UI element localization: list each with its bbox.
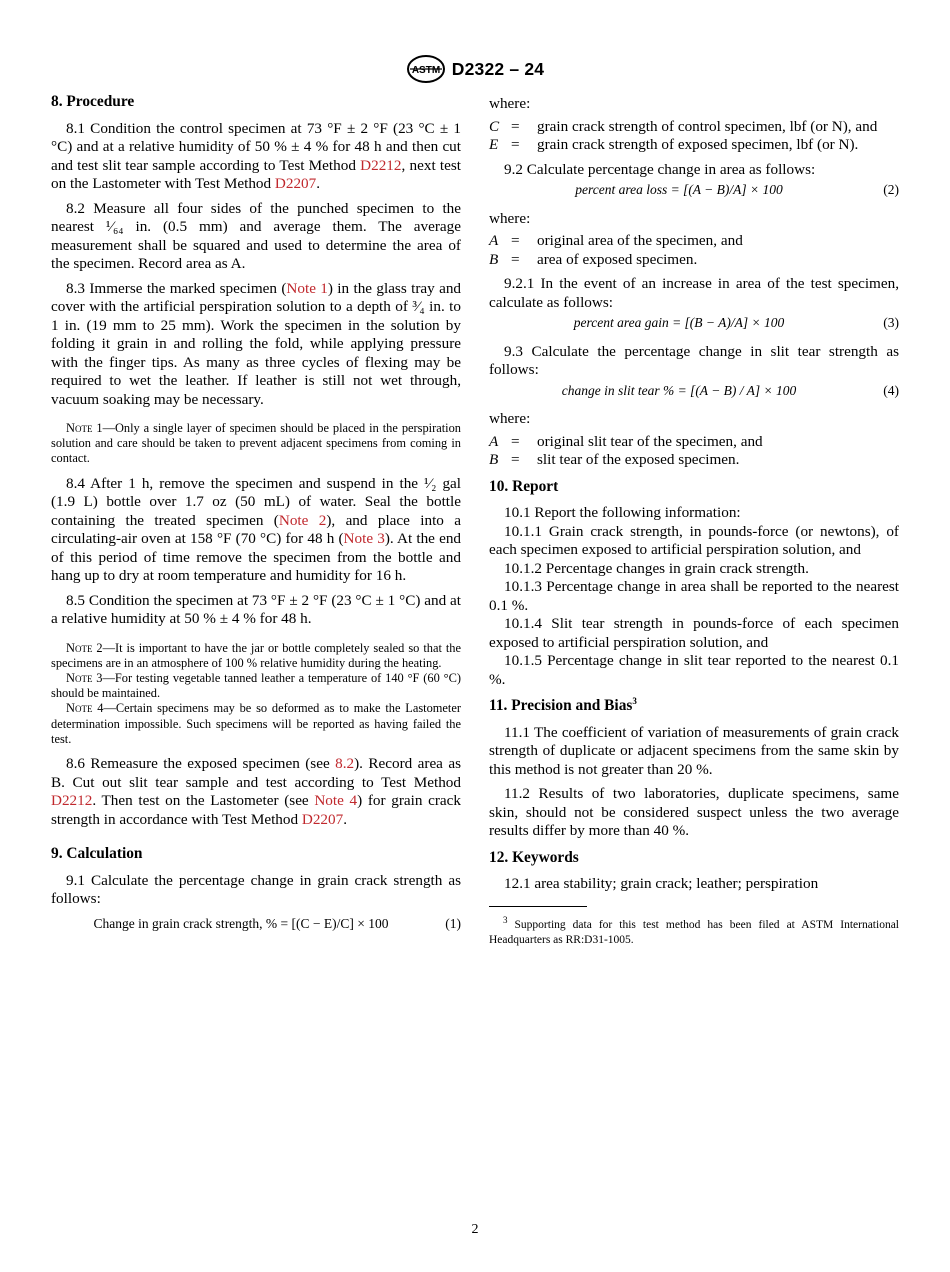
definition-row: B = area of exposed specimen.	[489, 250, 698, 268]
equation-1	[51, 915, 461, 934]
para-11-1: 11.1 The coefficient of variation of measurements of grain crack strength of duplicate or adjacent specimens from the same skin by this method is not greater than 20 %.	[489, 723, 899, 778]
equation-1-formula: Change in grain crack strength, % = [(C − E)/C] × 100	[93, 915, 389, 931]
note-4: Note 4—Certain specimens may be so deformed as to make the Lastometer determination impossible. Such specimens will be reported as having failed the test.	[51, 701, 461, 746]
footnote-ref: 3	[632, 695, 637, 706]
equation-2-formula: percent area loss = [(A − B)/A] × 100	[575, 182, 783, 197]
para-9-2-1: 9.2.1 In the event of an increase in area of the test specimen, calculate as follows:	[489, 275, 899, 311]
link-d2207[interactable]: D2207	[274, 175, 317, 192]
link-d2212-b[interactable]: D2212	[51, 792, 93, 810]
para-8-1: 8.1 Condition the control specimen at 73 °F ± 2 °F (23 °C ± 1 °C) and at a relative humidity of 50 % ± 4 % for 48 h and then cut and test slit tear sample according to Test Method D2212, next test on the Lastometer with Test Method D2207.	[51, 119, 461, 192]
link-d2207-b[interactable]: D2207	[301, 810, 344, 828]
note-2: Note 2—It is important to have the jar or bottle completely sealed so that the specimens are in an atmosphere of 100 % relative humidity during the heating.	[51, 640, 461, 670]
logo-text: ASTM	[411, 65, 440, 76]
equation-4-number: (4)	[883, 382, 899, 398]
page-number: 2	[471, 1222, 479, 1237]
document-code: D2322 – 24	[451, 58, 545, 79]
definition-row: B = slit tear of the exposed specimen.	[489, 451, 740, 468]
report-item: 10.1.5 Percentage change in slit tear reported to the nearest 0.1 %.	[489, 652, 899, 688]
where-label-3: where:	[489, 410, 531, 427]
note-1: Note 1—Only a single layer of specimen should be placed in the perspiration solution and care should be taken to prevent adjacent specimens from coming in contact.	[51, 421, 461, 466]
where-label-2: where:	[489, 209, 531, 227]
report-item: 10.1.2 Percentage changes in grain crack strength.	[504, 559, 809, 577]
link-note-4[interactable]: Note 4	[314, 792, 358, 810]
equation-4	[489, 382, 899, 401]
equation-3-number: (3)	[883, 315, 899, 330]
para-12-1: 12.1 area stability; grain crack; leather; perspiration	[504, 875, 819, 892]
report-item: 10.1.4 Slit tear strength in pounds-force of each specimen exposed to artificial perspiration solution, and	[489, 615, 899, 651]
report-item: 10.1 Report the following information:	[504, 504, 741, 521]
link-note-1[interactable]: Note 1	[286, 279, 328, 297]
link-note-3[interactable]: Note 3	[343, 530, 385, 548]
para-9-3: 9.3 Calculate the percentage change in slit tear strength as follows:	[489, 342, 899, 378]
equation-1-number: (1)	[445, 915, 461, 931]
section-10-title: 10. Report	[489, 477, 559, 495]
footnote-divider	[489, 906, 587, 907]
para-11-2: 11.2 Results of two laboratories, duplicate specimens, same skin, should not be considered suspect unless the two average results differ by more than 40 %.	[489, 785, 899, 839]
section-12-title: 12. Keywords	[489, 848, 579, 866]
equation-3	[489, 314, 899, 333]
definitions-3	[489, 433, 899, 470]
para-8-6: 8.6 Remeasure the exposed specimen (see 8.2). Record area as B. Cut out slit tear sample and test according to Test Method D2212. Then test on the Lastometer (see Note 4) for grain crack strength in accordance with Test Method D2207.	[51, 755, 461, 828]
note-3: Note 3—For testing vegetable tanned leather a temperature of 140 °F (60 °C) should be maintained.	[51, 671, 461, 701]
section-11-title: 11. Precision and Bias$^3$	[489, 695, 637, 714]
definition-row: C = grain crack strength of control specimen, lbf (or N), and	[489, 117, 878, 135]
definition-row: A = original slit tear of the specimen, and	[489, 432, 763, 450]
equation-2-number: (2)	[883, 182, 899, 197]
definition-row: E = grain crack strength of exposed specimen, lbf (or N).	[489, 136, 859, 153]
para-9-1: 9.1 Calculate the percentage change in grain crack strength as follows:	[51, 871, 461, 908]
para-8-4: 8.4 After 1 h, remove the specimen and suspend in the ¹⁄₂ gal (1.9 L) bottle over 1.7 oz (50 mL) of water. Seal the bottle containing the treated specimen (Note 2), and place into a circulating-air oven at 158 °F (70 °C) for 48 h (Note 3). At the end of this period of time remove the specimen from the bottle and hang up to dry at room temperature and humidity for 16 h.	[51, 474, 462, 585]
where-label-1: where:	[489, 95, 531, 112]
equation-4-formula: change in slit tear % = [(A − B) / A] × 100	[561, 382, 797, 398]
link-note-2[interactable]: Note 2	[278, 511, 327, 529]
right-column	[489, 93, 899, 959]
section-8-title: 8. Procedure	[51, 93, 135, 110]
astm-logo-icon	[406, 54, 446, 84]
report-item: 10.1.1 Grain crack strength, in pounds-force (or newtons), of each specimen exposed to artificial perspiration solution, and	[489, 522, 899, 558]
page-header	[0, 54, 950, 84]
definitions-2	[489, 232, 899, 269]
footnote: $^3$ Supporting data for this test method has been filed at ASTM International Headquarters as RR:D31-1005.	[489, 915, 899, 946]
equation-3-formula: percent area gain = [(B − A)/A] × 100	[573, 315, 785, 330]
para-9-2: 9.2 Calculate percentage change in area as follows:	[504, 160, 816, 178]
left-column	[51, 93, 461, 943]
definitions-1	[489, 118, 899, 155]
link-d2212[interactable]: D2212	[360, 156, 402, 174]
section-9-title: 9. Calculation	[51, 845, 143, 863]
definition-row: A = original area of the specimen, and	[489, 232, 743, 249]
para-8-3: 8.3 Immerse the marked specimen (Note 1) in the glass tray and cover with the artificial perspiration solution to a depth of ³⁄₄ in. to 1 in. (19 mm to 25 mm). Work the specimen in the solution by folding it grain in and rolling the fold, while applying pressure with the finger tips. As many as three cycles of flexing may be required to wet the leather. If leather is still not wet through, vacuum soaking may be necessary.	[51, 279, 462, 408]
report-item: 10.1.3 Percentage change in area shall be reported to the nearest 0.1 %.	[489, 578, 899, 614]
link-8-2[interactable]: 8.2	[335, 755, 355, 773]
equation-2	[489, 181, 899, 200]
para-8-5: 8.5 Condition the specimen at 73 °F ± 2 °F (23 °C ± 1 °C) and at a relative humidity at 50 % ± 4 % for 48 h.	[51, 591, 461, 628]
para-8-2: 8.2 Measure all four sides of the punched specimen to the nearest ¹⁄₆₄ in. (0.5 mm) and average them. The average measurement shall be squared and used to determine the area of the specimen. Record area as A.	[51, 199, 461, 272]
